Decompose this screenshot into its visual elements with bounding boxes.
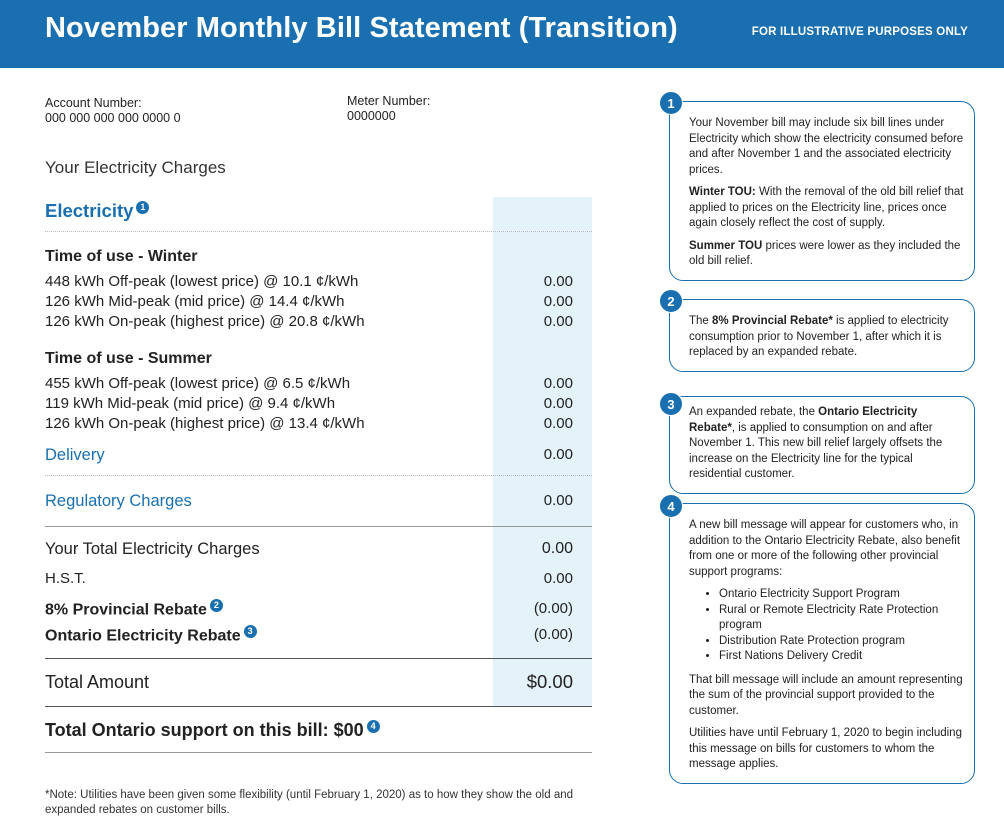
account-number-value: 000 000 000 000 0000 0 [45,111,181,125]
provincial-rebate-label [45,599,223,620]
oer-label [45,625,257,646]
callout-4 [669,503,975,784]
row-amount: 0.00 [543,415,573,432]
row-label: 455 kWh Off-peak (lowest price) @ 6.5 ¢/kWh [45,375,351,392]
note-badge-4: 4 [367,720,380,733]
callout-4-intro: A new bill message will appear for customers who, in addition to the Ontario Electricity Rebate, also benefit from one or more of the following other provincial support programs: [689,519,961,578]
callout-1-summer-label: Summer TOU [689,239,763,252]
program-list-item: • First Nations Delivery Credit [719,649,964,665]
illustrative-note: FOR ILLUSTRATIVE PURPOSES ONLY [751,26,968,38]
footnote: *Note: Utilities have been given some flexibility (until February 1, 2020) as to how they show the old and expanded rebates on customer bills. [45,789,574,816]
callout-2-text [689,314,964,361]
delivery-amount: 0.00 [543,446,573,463]
provincial-rebate-text: 8% Provincial Rebate [45,601,207,619]
summer-tou-heading: Time of use - Summer [45,350,212,367]
winter-tou-heading: Time of use - Winter [45,248,198,265]
callout-2-bold: 8% Provincial Rebate* [712,315,833,327]
callout-2-post: is applied to electricity consumption prior to November 1, after which it is replaced by an expanded rebate. [689,315,949,358]
provincial-rebate-amount: (0.00) [533,600,573,617]
callout-1-winter-label: Winter TOU: [689,186,756,198]
account-number [45,96,181,126]
callout-4-program-list [689,587,964,665]
callout-3-pre: An expanded rebate, the [689,406,819,418]
electricity-heading-label: Electricity [45,200,134,221]
callout-1-intro: Your November bill may include six bill lines under Electricity which show the electricity consumed before and after November 1 and the associated electricity prices. [689,117,964,176]
callout-3-text [689,405,964,483]
account-number-label: Account Number: [45,96,142,110]
delivery-label: Delivery [45,446,105,464]
divider [45,706,592,707]
callout-3-bold: Ontario Electricity Rebate* [689,406,918,434]
row-label: 448 kWh Off-peak (lowest price) @ 10.1 ¢/kWh [45,273,359,290]
callout-3 [669,396,975,494]
row-label: 126 kWh On-peak (highest price) @ 13.4 ¢/kWh [45,415,365,432]
header-banner [0,0,1004,68]
ontario-support-total [45,720,380,741]
divider [45,231,592,232]
note-badge-1: 1 [136,201,149,214]
hst-label: H.S.T. [45,570,86,587]
callout-2 [669,299,975,372]
note-badge-3: 3 [244,625,257,638]
row-amount: 0.00 [543,313,573,330]
total-charges-amount: 0.00 [541,540,573,557]
page-title: November Monthly Bill Statement (Transition) [45,12,678,44]
divider [45,526,592,527]
total-charges-label: Your Total Electricity Charges [45,540,260,558]
charges-section-title: Your Electricity Charges [45,158,226,177]
callout-1-summer-text: prices were lower as they included the old bill relief. [689,239,961,267]
electricity-heading [45,200,149,222]
callout-2-pre: The [689,315,713,327]
callout-1-summer [689,239,964,270]
callout-number-3: 3 [659,392,683,416]
meter-number-label: Meter Number: [347,94,431,108]
program-list-item: • Ontario Electricity Support Program [719,587,964,603]
row-amount: 0.00 [543,395,573,412]
callout-number-2: 2 [659,289,683,313]
callout-1 [669,101,975,281]
program-list-item: • Rural or Remote Electricity Rate Protection program [719,603,964,634]
oer-amount: (0.00) [533,626,573,643]
regulatory-label: Regulatory Charges [45,492,192,510]
callout-4-message: That bill message will include an amount representing the sum of the provincial support provided to the customer. [689,673,963,717]
divider [45,752,592,753]
total-amount-label: Total Amount [45,672,150,692]
meter-number-value: 0000000 [347,109,396,123]
row-label: 126 kWh On-peak (highest price) @ 20.8 ¢/kWh [45,313,365,330]
callout-1-winter [689,185,964,232]
divider [45,475,592,476]
meter-number [347,94,430,124]
row-amount: 0.00 [543,375,573,392]
oer-text: Ontario Electricity Rebate [45,627,241,645]
ontario-support-text: Total Ontario support on this bill: $00 [45,720,364,740]
row-label: 119 kWh Mid-peak (mid price) @ 9.4 ¢/kWh [45,395,336,412]
row-amount: 0.00 [543,293,573,310]
callout-3-post: , is applied to consumption on and after November 1. This new bill relief largely offsets the increase on the Electricity line for the typical residential customer. [689,421,943,480]
row-amount: 0.00 [543,273,573,290]
hst-amount: 0.00 [543,570,573,587]
row-label: 126 kWh Mid-peak (mid price) @ 14.4 ¢/kWh [45,293,345,310]
callout-4-deadline: Utilities have until February 1, 2020 to begin including this message on bills for customers to whom the message applies. [689,727,962,770]
callout-1-winter-text: With the removal of the old bill relief that applied to prices on the Electricity line, prices once again closely reflect the cost of supply. [689,186,964,229]
callout-number-4: 4 [659,494,683,518]
callout-number-1: 1 [659,91,683,115]
program-list-item: • Distribution Rate Protection program [719,634,964,650]
regulatory-amount: 0.00 [543,492,573,509]
divider [45,658,592,659]
note-badge-2: 2 [210,599,223,612]
total-amount-value: $0.00 [526,671,573,692]
